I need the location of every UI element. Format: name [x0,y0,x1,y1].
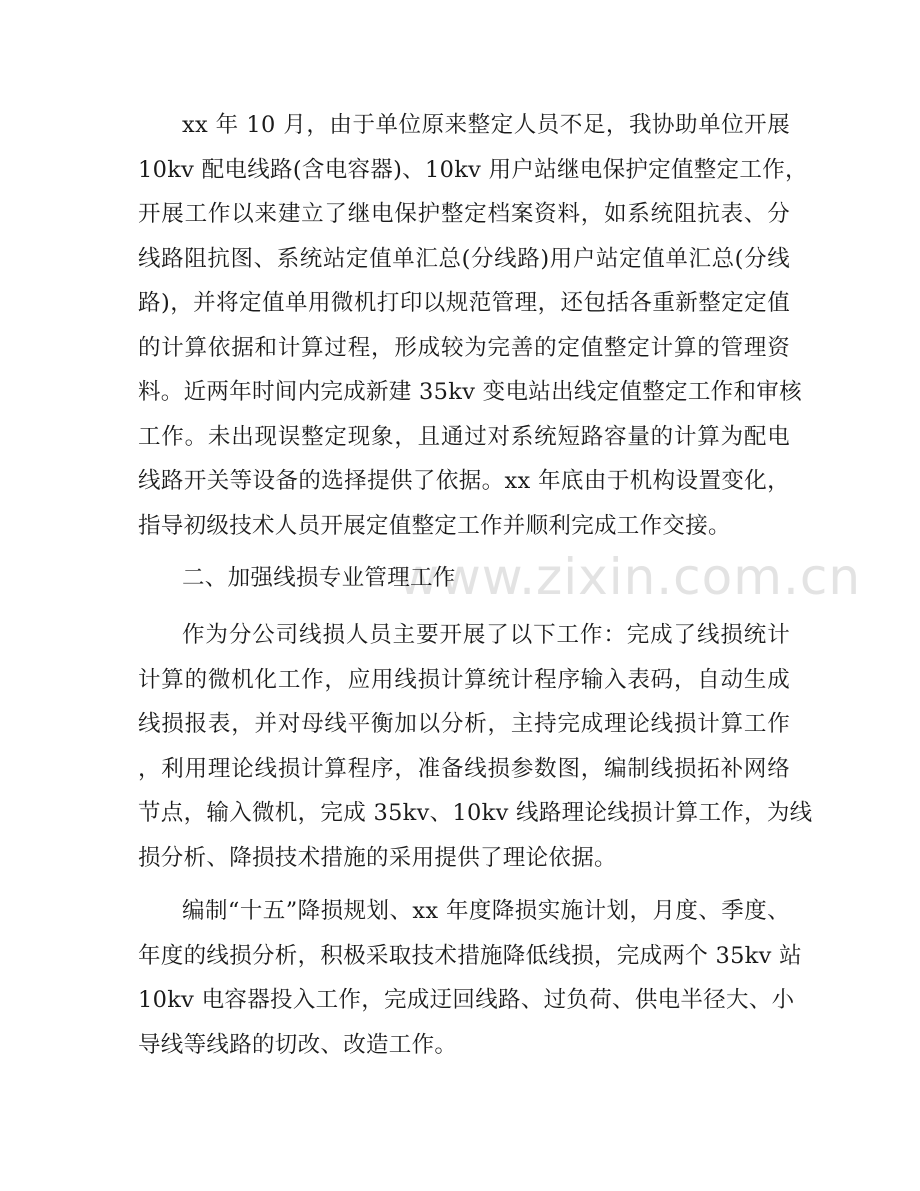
watermark-text: www.zixin.com.cn [398,548,862,606]
paragraph-relay-protection [138,103,808,548]
paragraph-line: 路)，并将定值单用微机打印以规范管理，还包括各重新整定定值 [138,290,790,316]
paragraph-line: 线路开关等设备的选择提供了依据。xx 年底由于机构设置变化， [138,468,790,494]
heading-line: 二、加强线损专业管理工作 [182,565,456,591]
paragraph-line-loss-work [138,613,813,880]
paragraph-line: ，利用理论线损计算程序，准备线损参数图，编制线损拓补网络 [138,755,790,782]
paragraph-line: 导线等线路的切改、改造工作。 [138,1031,458,1058]
paragraph-line: 的计算依据和计算过程，形成较为完善的定值整定计算的管理资 [138,334,790,361]
paragraph-line: 作为分公司线损人员主要开展了以下工作：完成了线损统计 [182,622,790,648]
section-heading [138,556,790,601]
paragraph-loss-reduction-plan [138,889,802,1067]
paragraph-line: 年度的线损分析，积极采取技术措施降低线损，完成两个 35kv 站 [138,942,802,969]
paragraph-line: 指导初级技术人员开展定值整定工作并顺利完成工作交接。 [138,512,731,539]
paragraph-line: 损分析、降损技术措施的采用提供了理论依据。 [138,844,617,871]
paragraph-line: xx 年 10 月，由于单位原来整定人员不足，我协助单位开展 [182,112,790,138]
paragraph-line: 料。近两年时间内完成新建 35kv 变电站出线定值整定工作和审核 [138,379,802,405]
paragraph-line: 10kv 电容器投入工作，完成迂回线路、过负荷、供电半径大、小 [138,987,795,1013]
paragraph-line: 线损报表，并对母线平衡加以分析，主持完成理论线损计算工作 [138,711,790,737]
paragraph-line: 节点，输入微机，完成 35kv、10kv 线路理论线损计算工作，为线 [138,800,813,826]
paragraph-line: 工作。未出现误整定现象，且通过对系统短路容量的计算为配电 [138,423,790,450]
paragraph-line: 编制“十五”降损规划、xx 年度降损实施计划，月度、季度、 [182,898,790,924]
paragraph-line: 10kv 配电线路(含电容器)、10kv 用户站继电保护定值整定工作， [138,156,808,183]
paragraph-line: 线路阻抗图、系统站定值单汇总(分线路)用户站定值单汇总(分线 [138,245,790,272]
paragraph-line: 计算的微机化工作，应用线损计算统计程序输入表码，自动生成 [138,666,790,693]
paragraph-line: 开展工作以来建立了继电保护整定档案资料，如系统阻抗表、分 [138,201,790,227]
